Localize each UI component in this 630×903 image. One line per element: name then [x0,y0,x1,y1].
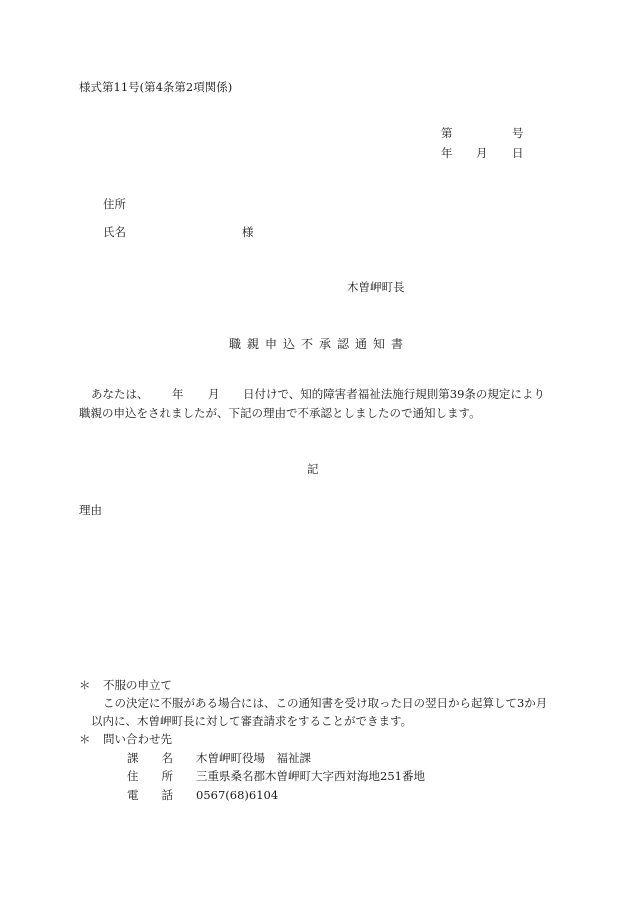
appeal-mark: ＊ [79,678,91,692]
day-label: 日 [512,146,524,160]
contact-label-phone: 電 話 [127,788,173,802]
number-label: 第 [441,126,453,140]
month-label: 月 [476,146,488,160]
year-label: 年 [441,146,453,160]
body-line1-rest: 日付けで、知的障害者福祉法施行規則第39条の規定により [243,387,545,401]
document-title: 職親申込不承認通知書 [229,337,410,351]
body-month: 月 [208,387,220,401]
name-label: 氏名 [103,225,126,239]
contact-value-section: 木曽岬町役場 福祉課 [196,751,311,765]
number-suffix: 号 [512,126,524,140]
appeal-line1: この決定に不服がある場合には、この通知書を受け取った日の翌日から起算して3か月 [103,696,548,710]
ki-heading: 記 [307,462,319,476]
appeal-heading: 不服の申立て [103,678,172,692]
form-id: 様式第11号(第4条第2項関係) [79,80,233,94]
appeal-line2: 以内に、木曽岬町長に対して審査請求をすることができます。 [91,714,413,728]
contact-value-phone: 0567(68)6104 [196,788,279,802]
address-label: 住所 [103,197,126,211]
contact-label-address: 住 所 [127,769,173,783]
contact-value-address: 三重県桑名郡木曽岬町大字西対海地251番地 [196,769,425,783]
body-line2: 職親の申込をされましたが、下記の理由で不承認としましたので通知します。 [79,406,481,420]
honorific: 様 [242,225,254,239]
contact-heading: 問い合わせ先 [103,732,172,746]
body-year: 年 [172,387,184,401]
contact-mark: ＊ [79,732,91,746]
reason-label: 理由 [79,503,102,517]
issuer: 木曽岬町長 [347,280,405,294]
body-lead: あなたは、 [91,387,149,401]
contact-label-section: 課 名 [127,751,173,765]
